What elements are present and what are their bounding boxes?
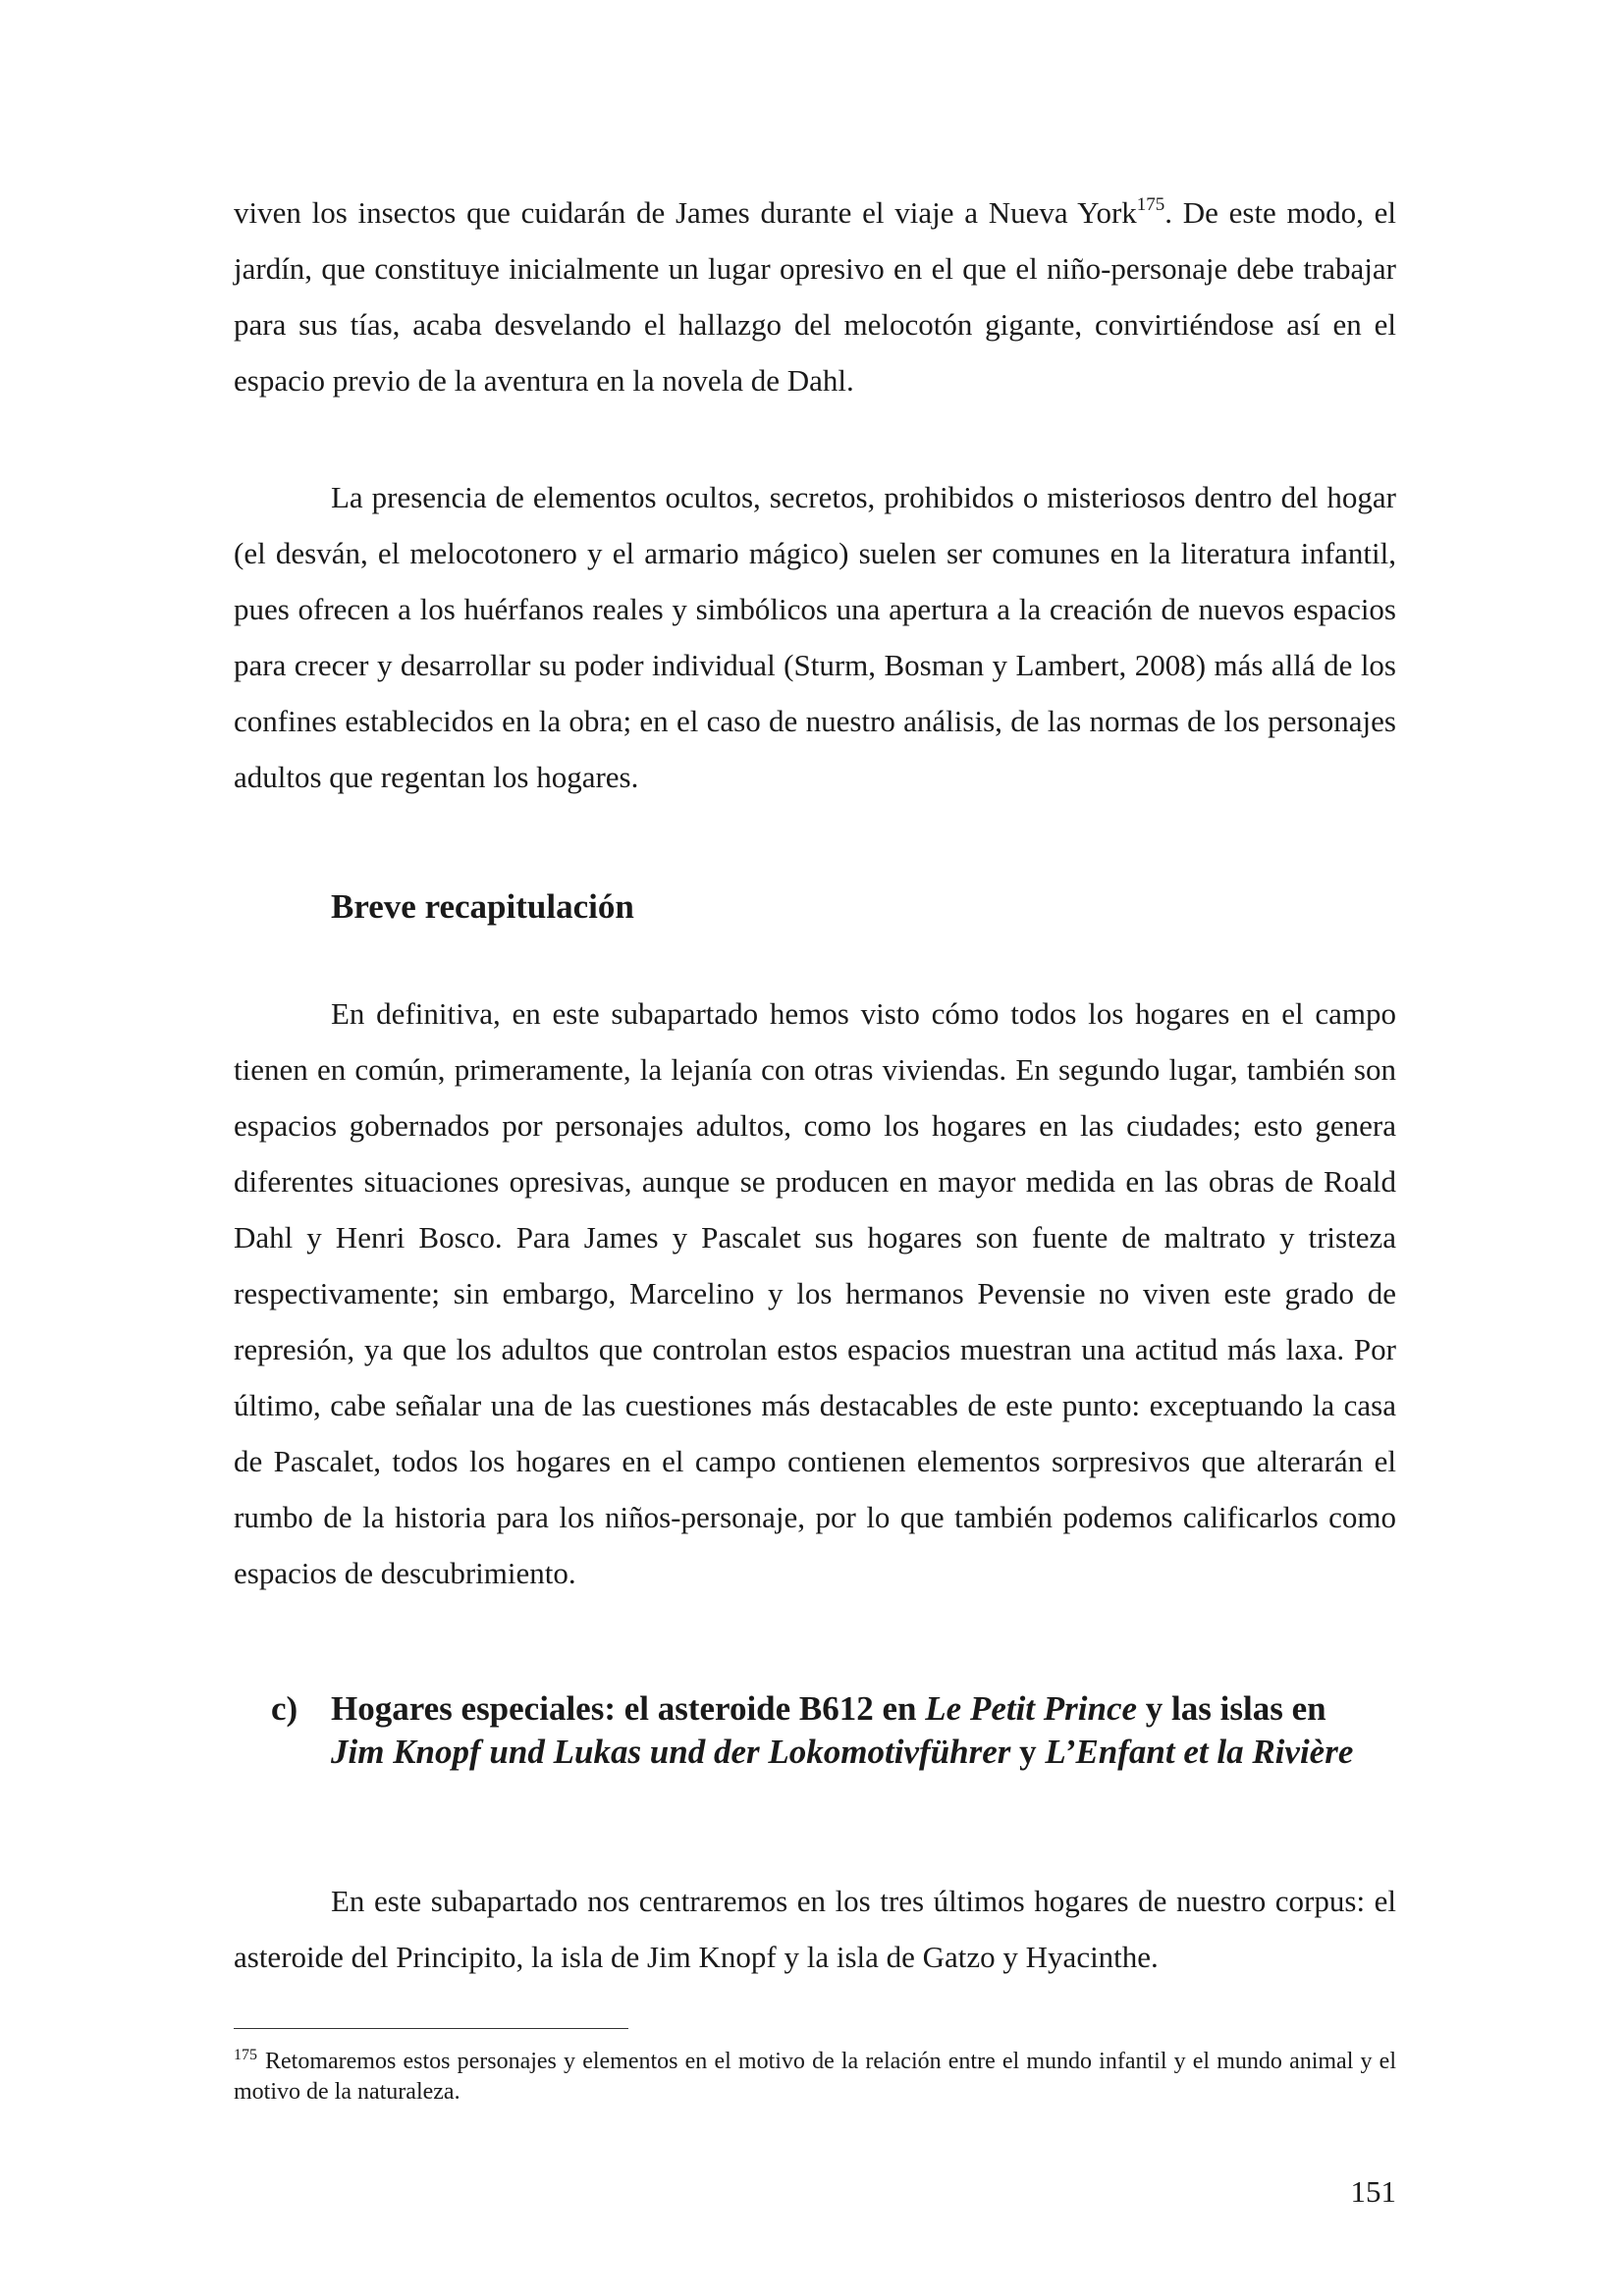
- page-number: 151: [1350, 2174, 1396, 2209]
- footnote-separator: [234, 2028, 628, 2029]
- footnote: [234, 2047, 1396, 2108]
- paragraph-1: viven los insectos que cuidarán de James durante el viaje a Nueva York$^{175}$. De este modo, el jardín, que constituye inicialmente un lugar opresivo en el que el niño-personaje debe trabajar para sus tías, acaba desvelando el hallazgo del melocotón gigante, convirtiéndose así en el espacio previo de la aventura en la novela de Dahl.: [234, 194, 1396, 398]
- section-letter: c): [271, 1689, 298, 1728]
- heading-section-c: [271, 1687, 1380, 1774]
- paragraph-2: La presencia de elementos ocultos, secretos, prohibidos o misteriosos dentro del hogar (el desván, el melocotonero y el armario mágico) suelen ser comunes en la literatura infantil, pues ofrecen a los huérfanos reales y simbólicos una apertura a la creación de nuevos espacios para crecer y desarrollar su poder individual (Sturm, Bosman y Lambert, 2008) más allá de los confines establecidos en la obra; en el caso de nuestro análisis, de las normas de los personajes adultos que regentan los hogares.: [234, 480, 1396, 794]
- paragraph-4: En este subapartado nos centraremos en los tres últimos hogares de nuestro corpus: el asteroide del Principito, la isla de Jim Knopf y la isla de Gatzo y Hyacinthe.: [234, 1884, 1396, 1974]
- heading-recapitulacion: Breve recapitulación: [331, 887, 634, 926]
- footnote-number: 175: [234, 2047, 257, 2063]
- section-title: Hogares especiales: el asteroide B612 en Le Petit Prince y las islas en Jim Knopf und Lukas und der Lokomotivführer y L’Enfant et la Rivière: [331, 1689, 1354, 1771]
- footnote-text: Retomaremos estos personajes y elementos en el motivo de la relación entre el mundo infantil y el mundo animal y el motivo de la naturaleza.: [234, 2049, 1396, 2105]
- footnote-reference[interactable]: 175: [1136, 194, 1165, 215]
- paragraph-3: En definitiva, en este subapartado hemos visto cómo todos los hogares en el campo tienen en común, primeramente, la lejanía con otras viviendas. En segundo lugar, también son espacios gobernados por personajes adultos, como los hogares en las ciudades; esto genera diferentes situaciones opresivas, aunque se producen en mayor medida en las obras de Roald Dahl y Henri Bosco. Para James y Pascalet sus hogares son fuente de maltrato y tristeza respectivamente; sin embargo, Marcelino y los hermanos Pevensie no viven este grado de represión, ya que los adultos que controlan estos espacios muestran una actitud más laxa. Por último, cabe señalar una de las cuestiones más destacables de este punto: exceptuando la casa de Pascalet, todos los hogares en el campo contienen elementos sorpresivos que alterarán el rumbo de la historia para los niños-personaje, por lo que también podemos calificarlos como espacios de descubrimiento.: [234, 996, 1396, 1590]
